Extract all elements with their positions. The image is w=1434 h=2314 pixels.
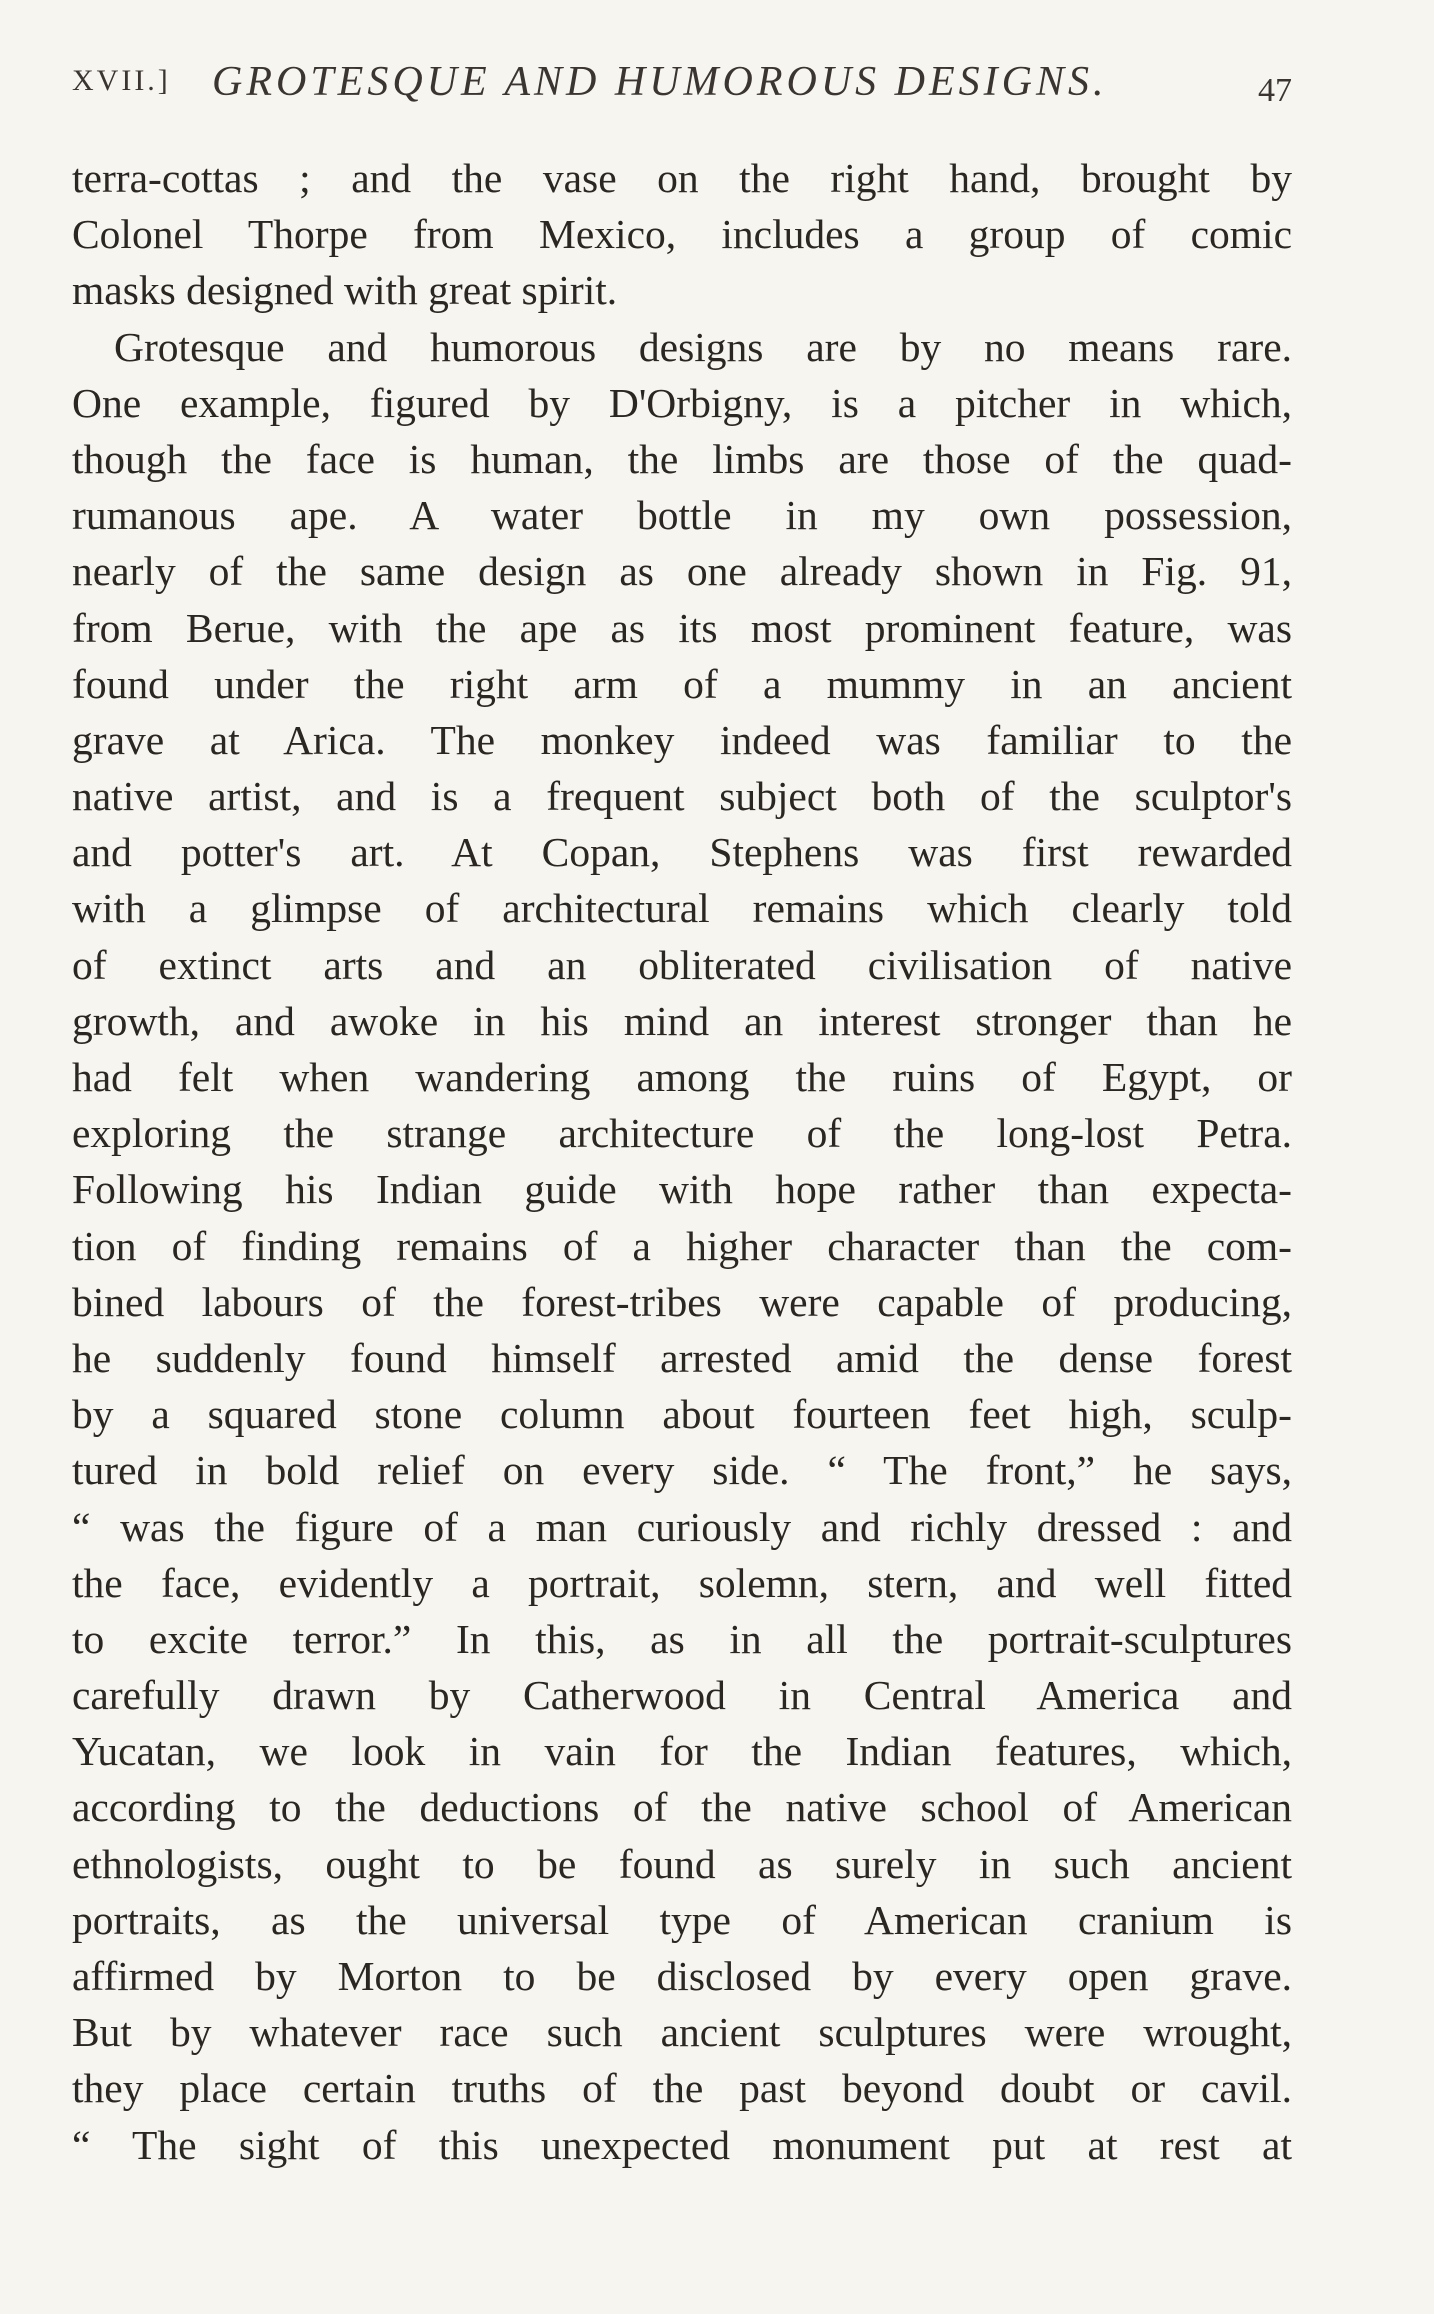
- text-line: grave at Arica. The monkey indeed was familiar to the: [72, 716, 1292, 763]
- text-line: to excite terror.” In this, as in all the portrait-sculptures: [72, 1615, 1292, 1662]
- text-line: the face, evidently a portrait, solemn, stern, and well fitted: [72, 1559, 1292, 1606]
- text-line: growth, and awoke in his mind an interest stronger than he: [72, 997, 1292, 1044]
- text-line: Following his Indian guide with hope rather than expecta-: [72, 1166, 1292, 1213]
- running-title: GROTESQUE AND HUMOROUS DESIGNS.: [212, 59, 1108, 105]
- text-line: had felt when wandering among the ruins of Egypt, or: [72, 1054, 1292, 1100]
- text-line: “ was the figure of a man curiously and richly dressed : and: [72, 1503, 1292, 1550]
- text-line: Grotesque and humorous designs are by no means rare.: [114, 323, 1292, 370]
- text-line: by a squared stone column about fourteen feet high, sculp-: [72, 1391, 1292, 1438]
- text-line: tured in bold relief on every side. “ The front,” he says,: [72, 1447, 1292, 1494]
- text-line: with a glimpse of architectural remains which clearly told: [72, 885, 1292, 932]
- text-line: Colonel Thorpe from Mexico, includes a group of comic: [72, 211, 1292, 258]
- running-header: [72, 58, 1292, 118]
- text-line: of extinct arts and an obliterated civilisation of native: [72, 941, 1292, 988]
- text-line: and potter's art. At Copan, Stephens was first rewarded: [72, 829, 1292, 876]
- text-line: ethnologists, ought to be found as surely in such ancient: [72, 1840, 1292, 1887]
- text-line: rumanous ape. A water bottle in my own possession,: [72, 492, 1292, 539]
- text-line: But by whatever race such ancient sculptures were wrought,: [72, 2009, 1292, 2056]
- text-line: they place certain truths of the past beyond doubt or cavil.: [72, 2065, 1292, 2112]
- text-line: according to the deductions of the native school of American: [72, 1784, 1292, 1831]
- text-line: portraits, as the universal type of American cranium is: [72, 1896, 1292, 1943]
- text-line: native artist, and is a frequent subject both of the sculptor's: [72, 773, 1292, 820]
- text-line: Yucatan, we look in vain for the Indian features, which,: [72, 1728, 1292, 1775]
- text-line: affirmed by Morton to be disclosed by every open grave.: [72, 1953, 1292, 1999]
- text-line: carefully drawn by Catherwood in Central America and: [72, 1672, 1292, 1719]
- text-line: though the face is human, the limbs are those of the quad-: [72, 435, 1292, 482]
- text-line: exploring the strange architecture of the long-lost Petra.: [72, 1110, 1292, 1157]
- text-line: masks designed with great spirit.: [72, 267, 618, 314]
- text-line: “ The sight of this unexpected monument put at rest at: [72, 2121, 1292, 2168]
- text-line: bined labours of the forest-tribes were capable of producing,: [72, 1278, 1292, 1325]
- page-number: 47: [1258, 72, 1292, 109]
- text-line: terra-cottas ; and the vase on the right hand, brought by: [72, 155, 1292, 201]
- text-line: from Berue, with the ape as its most prominent feature, was: [72, 604, 1292, 651]
- body-text: [72, 150, 1292, 2173]
- text-line: found under the right arm of a mummy in an ancient: [72, 660, 1292, 707]
- chapter-number: XVII.]: [72, 64, 171, 97]
- text-line: tion of finding remains of a higher character than the com-: [72, 1222, 1292, 1269]
- text-line: he suddenly found himself arrested amid the dense forest: [72, 1334, 1292, 1381]
- text-line: nearly of the same design as one already shown in Fig. 91,: [72, 548, 1292, 595]
- text-line: One example, figured by D'Orbigny, is a pitcher in which,: [72, 379, 1292, 426]
